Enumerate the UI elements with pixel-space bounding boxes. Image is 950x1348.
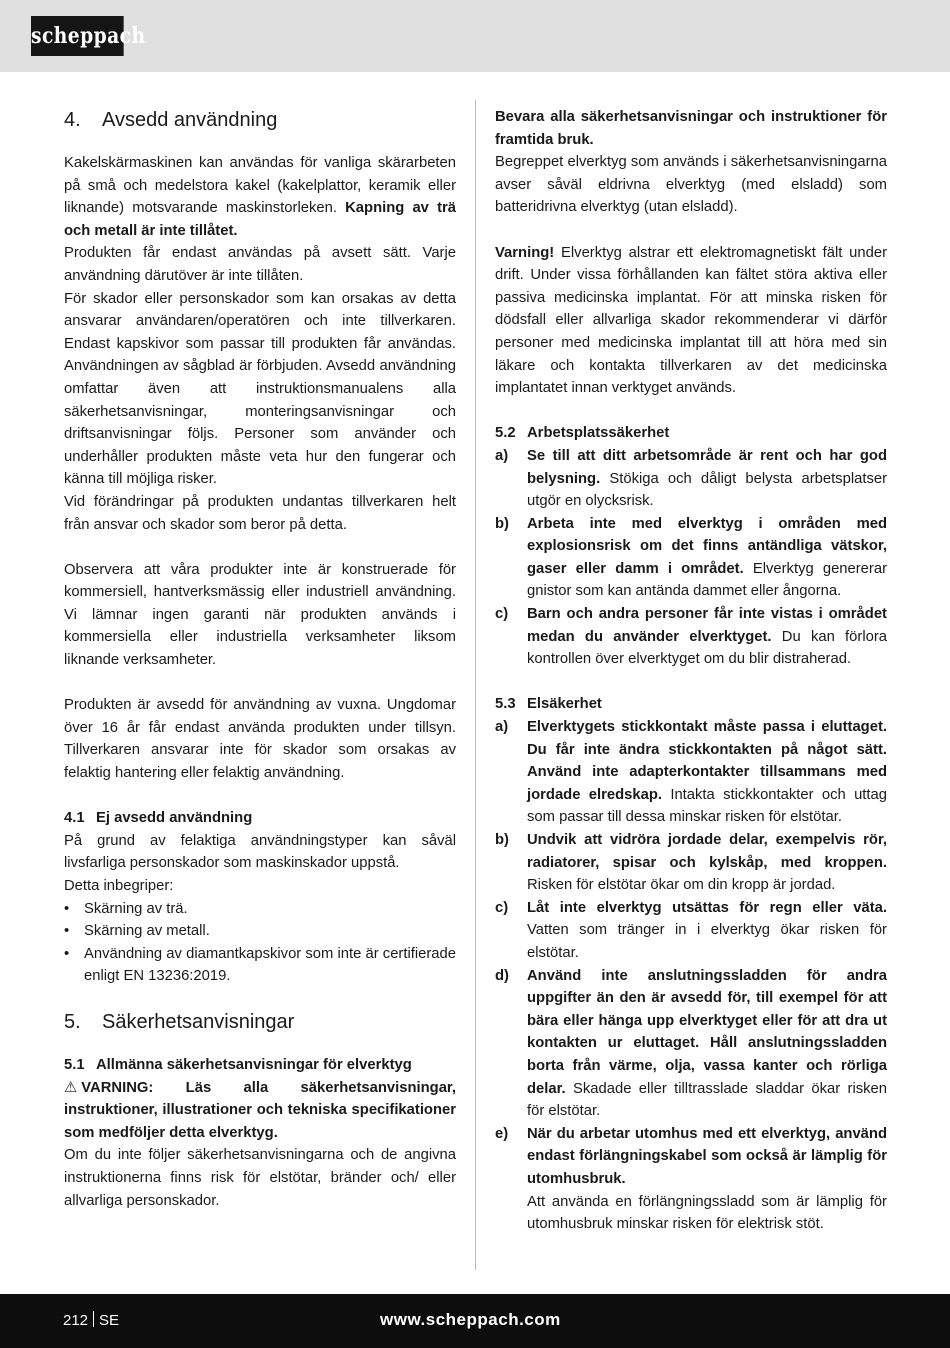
page-header (0, 0, 950, 72)
not-intended-use-list (64, 898, 456, 988)
list-item: • Skärning av metall. (64, 920, 456, 943)
electromagnetic-warning-paragraph: Varning! Elverktyg alstrar ett elektromagnetiskt fält under drift. Under vissa förhållanden kan fältet störa aktiva eller passiva medicinska implantat. För att minska risken för dödsfall eller allvarliga skador rekommenderar vi därför personer med medicinska implantat till att höra med sin läkare och kontakta tillverkaren av det medicinska implantatet innan verktyget används. (495, 244, 887, 397)
section-4-paragraph-2: Observera att våra produkter inte är konstruerade för kommersiell, hantverksmässig eller industriell användning. Vi lämnar ingen garanti när produkten används i kommersiella eller industriella verksamheter liksom liknande verksamheter. (64, 561, 456, 669)
right-column (495, 106, 887, 1236)
scheppach-logo: scheppach (31, 16, 124, 56)
workplace-safety-list (495, 445, 887, 671)
page-footer (0, 1294, 950, 1348)
list-item: d) Använd inte anslutningssladden för andra uppgifter än den är avsedd för, till exempel för att bära eller hänga upp elverktyget eller för att dra ut kontakten ur eluttaget. Håll anslutningssladden borta från värme, olja, vassa kanter och rörliga delar. Skadade eller tilltrasslade sladdar ökar risken för elstötar. (495, 967, 887, 1120)
section-4-paragraph-1: Kakelskärmaskinen kan användas för vanliga skärarbeten på små och medelstora kakel (kakelplattor, keramik eller liknande) motsvarande maskinstorleken. Kapning av trä och metall är inte tillåtet. Produkten får endast användas på avsett sätt. Varje användning därutöver är inte tillåten. För skador eller personskador som kan orsakas av detta ansvarar användaren/operatören och inte tillverkaren. Endast kapskivor som passar till produkten får användas. Användningen av sågblad är förbjuden. Avsedd användning omfattar även att instruktionsmanualens alla säkerhetsanvisningar, monteringsanvisningar och driftsanvisningar följs. Personer som använder och underhåller produkten måste veta hur den fungerar och känna till möjliga risker. Vid förändringar på produkten undantas tillverkaren helt från ansvar och skador som beror på detta. (64, 155, 456, 533)
warning-triangle-icon: ⚠ (64, 1079, 78, 1096)
section-5-2-heading: 5.2 Arbetsplatssäkerhet (495, 425, 670, 442)
section-4-1-intro: Detta inbegriper: (64, 878, 174, 894)
list-item: e) När du arbetar utomhus med ett elverktyg, använd endast förlängningskabel som också är lämplig för utomhusbruk. Att använda en förlängningssladd som är lämplig för utomhusbruk minskar risken för elektrisk stöt. (495, 1125, 887, 1233)
section-5-heading: 5. Säkerhetsanvisningar (64, 1010, 295, 1033)
section-4-paragraph-3: Produkten är avsedd för användning av vuxna. Ungdomar över 16 år får endast använda produkten under tillsyn. Tillverkaren ansvarar inte för skador som orsakas av felaktig hantering eller felaktig användning. (64, 697, 456, 782)
list-item: c) Låt inte elverktyg utsättas för regn eller väta. Vatten som tränger in i elverktyg ökar risken för elstötar. (495, 899, 887, 961)
section-4-heading: 4. Avsedd användning (64, 109, 278, 131)
list-item: b) Undvik att vidröra jordade delar, exempelvis rör, radiatorer, spisar och kylskåp, med kroppen. Risken för elstötar ökar om din kropp är jordad. (495, 832, 887, 894)
left-column (64, 106, 456, 1212)
list-item: a) Se till att ditt arbetsområde är rent och har god belysning. Stökiga och dåligt belysta arbetsplatser utgör en olycksrisk. (495, 447, 887, 510)
list-item: • Skärning av trä. (64, 898, 456, 921)
page-number: 212 SE (63, 1312, 120, 1329)
section-5-3-heading: 5.3 Elsäkerhet (495, 696, 602, 713)
list-item: c) Barn och andra personer får inte vistas i området medan du använder elverktyget. Du kan förlora kontrollen över elverktyget om du blir distraherad. (495, 606, 887, 668)
electrical-safety-list (495, 716, 887, 1236)
column-divider (475, 100, 476, 1270)
page-number-separator (93, 1311, 94, 1327)
list-item: a) Elverktygets stickkontakt måste passa i eluttaget. Du får inte ändra stickkontakten på något sätt. Använd inte adapterkontakter tillsammans med jordade elredskap. Intakta stickkontakter och uttag som passar till dessa minskar risken för elstötar. (495, 719, 887, 826)
list-item: b) Arbeta inte med elverktyg i områden med explosionsrisk om det finns antändliga vätskor, gaser eller damm i området. Elverktyg genererar gnistor som kan antända dammet eller ångorna. (495, 515, 887, 600)
section-5-1-heading: 5.1 Allmänna säkerhetsanvisningar för elverktyg (64, 1056, 412, 1073)
keep-instructions-paragraph: Bevara alla säkerhetsanvisningar och instruktioner för framtida bruk. Begreppet elverktyg som används i säkerhetsanvisningarna avser såväl eldrivna elverktyg (med elsladd) som batteridrivna elverktyg (utan elsladd). (495, 109, 887, 216)
website-link[interactable]: www.scheppach.com (380, 1310, 561, 1329)
section-5-1-paragraph: Om du inte följer säkerhetsanvisningarna och de angivna instruktionerna finns risk för elstötar, bränder och/ eller allvarliga personskador. (64, 1147, 456, 1209)
section-4-1-paragraph: På grund av felaktiga användningstyper kan såväl livsfarliga personskador som maskinskador uppstå. (64, 832, 456, 872)
list-item: • Användning av diamantkapskivor som inte är certifierade enligt EN 13236:2019. (64, 943, 456, 988)
section-4-1-heading: 4.1 Ej avsedd användning (64, 810, 253, 827)
warning-paragraph: ⚠ VARNING: Läs alla säkerhetsanvisningar, instruktioner, illustrationer och tekniska specifikationer som medföljer detta elverktyg. (64, 1077, 456, 1145)
